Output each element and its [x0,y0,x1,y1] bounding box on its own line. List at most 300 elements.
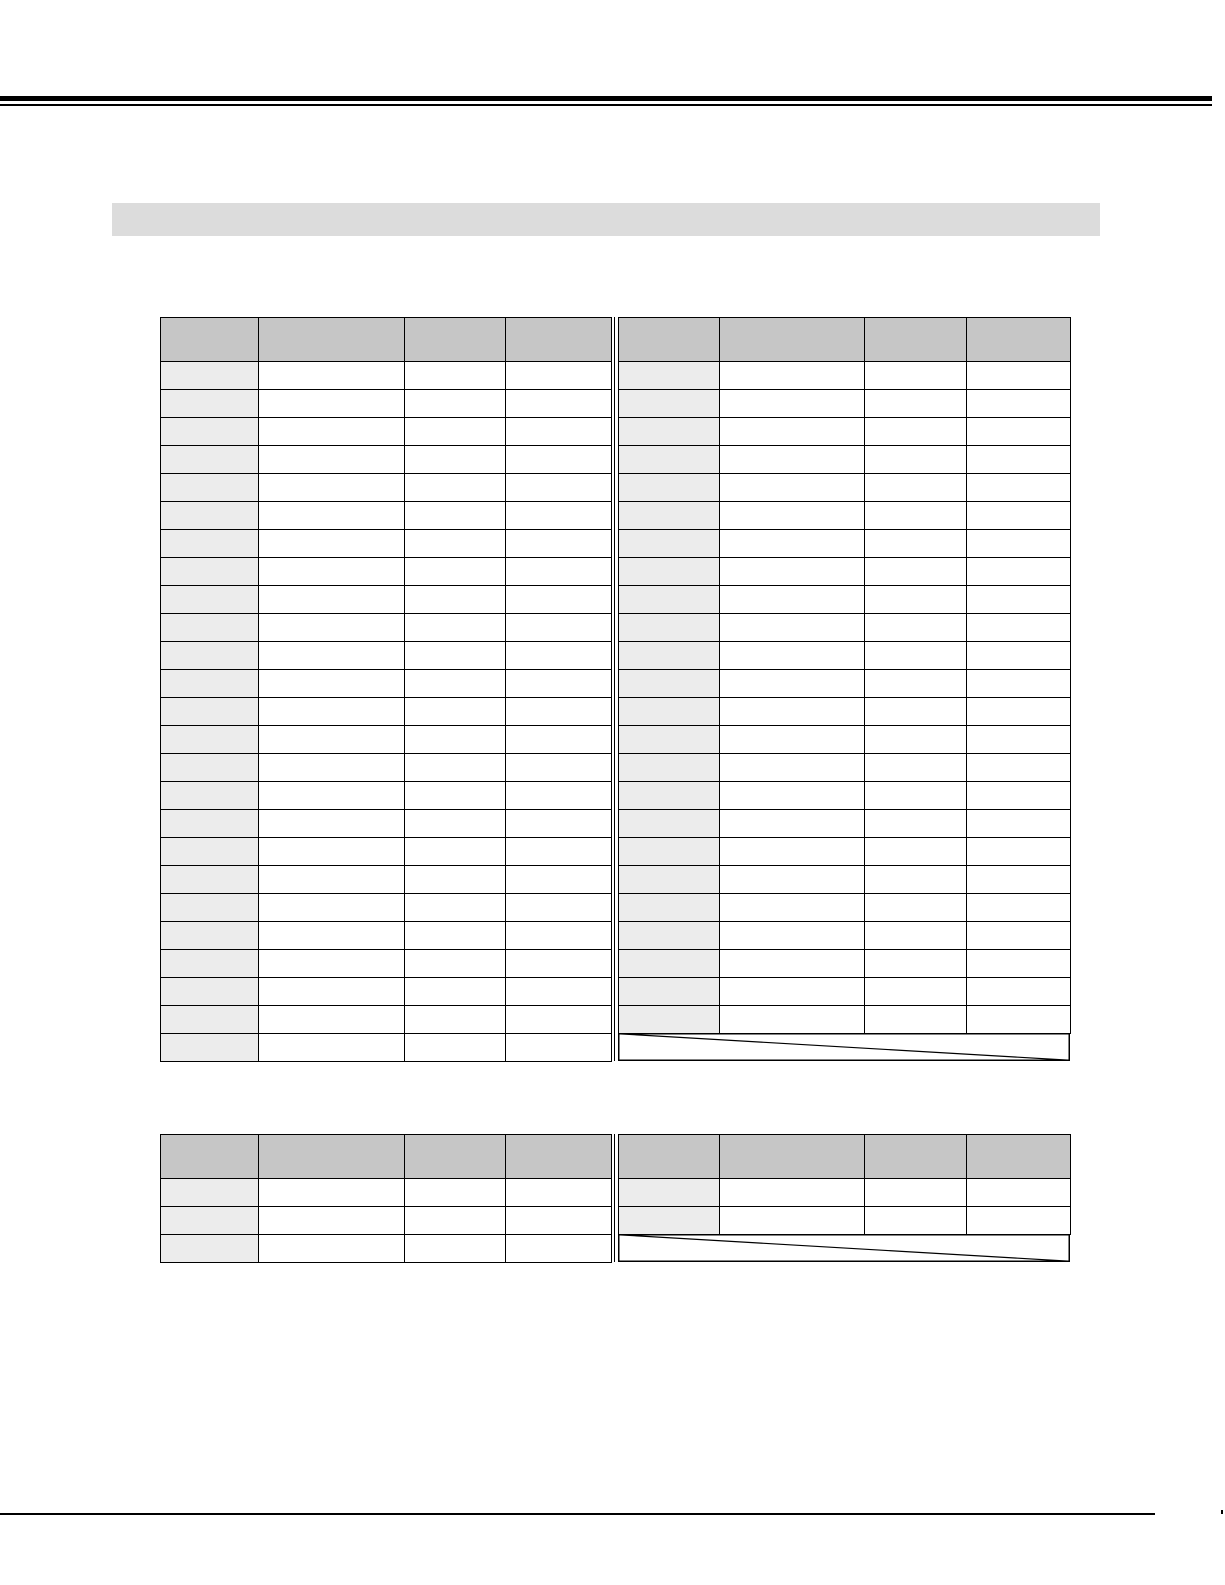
value-cell [967,782,1071,810]
value-cell [405,978,506,1006]
header-cell [619,1135,720,1179]
value-cell [405,782,506,810]
value-cell [506,782,612,810]
value-cell [720,1179,865,1207]
value-cell [720,642,865,670]
value-cell [865,754,967,782]
value-cell [865,698,967,726]
value-cell [405,614,506,642]
value-cell [405,950,506,978]
header-cell [720,318,865,362]
row-key-cell [161,950,259,978]
row-key-cell [161,1235,259,1263]
value-cell [506,1034,612,1062]
value-cell [259,1034,405,1062]
table-row [619,894,1071,922]
value-cell [865,950,967,978]
row-key-cell [161,726,259,754]
value-cell [865,474,967,502]
table-left-half [160,1134,612,1263]
table-row [161,978,612,1006]
header-cell [720,1135,865,1179]
value-cell [405,586,506,614]
row-key-cell [619,754,720,782]
value-cell [967,1179,1071,1207]
value-cell [720,810,865,838]
value-cell [506,390,612,418]
value-cell [720,726,865,754]
table-row [619,502,1071,530]
header-rule-thin [0,104,1212,106]
spec-table-secondary [160,1134,1070,1262]
value-cell [865,642,967,670]
row-key-cell [619,558,720,586]
row-key-cell [161,1034,259,1062]
value-cell [967,838,1071,866]
value-cell [865,502,967,530]
value-cell [259,1235,405,1263]
row-key-cell [161,642,259,670]
row-key-cell [619,670,720,698]
row-key-cell [619,642,720,670]
table-row [161,362,612,390]
row-key-cell [619,1006,720,1034]
diagonal-strike-svg [618,1033,1070,1061]
value-cell [865,418,967,446]
value-cell [506,558,612,586]
table-row [161,614,612,642]
value-cell [865,978,967,1006]
value-cell [967,1207,1071,1235]
value-cell [506,950,612,978]
value-cell [967,754,1071,782]
value-cell [506,474,612,502]
value-cell [967,530,1071,558]
value-cell [720,362,865,390]
row-key-cell [619,810,720,838]
section-heading-band [112,203,1100,236]
table-row [161,418,612,446]
value-cell [967,1006,1071,1034]
value-cell [259,362,405,390]
table-header-row [619,318,1071,362]
value-cell [259,754,405,782]
row-key-cell [161,810,259,838]
value-cell [405,894,506,922]
row-key-cell [161,838,259,866]
value-cell [259,922,405,950]
table-header-row [161,1135,612,1179]
row-key-cell [161,474,259,502]
value-cell [967,362,1071,390]
empty-cell-diagonal [618,1234,1070,1262]
header-rule-thick [0,96,1212,101]
value-cell [720,558,865,586]
table-row [619,1207,1071,1235]
value-cell [259,698,405,726]
table-row [619,474,1071,502]
table-row [161,474,612,502]
value-cell [259,614,405,642]
table-header-row [161,318,612,362]
value-cell [405,838,506,866]
row-key-cell [619,1179,720,1207]
table-row [619,698,1071,726]
value-cell [967,586,1071,614]
table-row [619,1179,1071,1207]
header-cell [619,318,720,362]
table-row [161,446,612,474]
row-key-cell [161,866,259,894]
row-key-cell [619,866,720,894]
value-cell [259,810,405,838]
table-row [619,950,1071,978]
value-cell [967,502,1071,530]
value-cell [405,642,506,670]
value-cell [506,530,612,558]
table-row [619,838,1071,866]
value-cell [865,670,967,698]
value-cell [720,502,865,530]
value-cell [720,950,865,978]
value-cell [259,670,405,698]
value-cell [259,1006,405,1034]
value-cell [506,642,612,670]
value-cell [865,726,967,754]
row-key-cell [161,894,259,922]
value-cell [506,502,612,530]
row-key-cell [161,978,259,1006]
value-cell [720,418,865,446]
header-cell [967,1135,1071,1179]
value-cell [967,670,1071,698]
value-cell [405,1207,506,1235]
value-cell [720,446,865,474]
row-key-cell [161,754,259,782]
row-key-cell [161,614,259,642]
table-row [619,726,1071,754]
value-cell [506,1207,612,1235]
table-row [161,558,612,586]
table-row [161,1034,612,1062]
value-cell [405,1034,506,1062]
value-cell [405,1006,506,1034]
value-cell [720,1207,865,1235]
value-cell [967,950,1071,978]
value-cell [405,726,506,754]
table-row [161,838,612,866]
row-key-cell [161,1207,259,1235]
row-key-cell [619,586,720,614]
value-cell [967,894,1071,922]
table-row [619,782,1071,810]
table-row [619,530,1071,558]
table-right-half [618,1134,1071,1235]
value-cell [405,390,506,418]
value-cell [506,446,612,474]
table-row [161,1207,612,1235]
value-cell [405,418,506,446]
row-key-cell [619,922,720,950]
value-cell [259,586,405,614]
value-cell [720,474,865,502]
value-cell [865,1179,967,1207]
value-cell [506,1179,612,1207]
value-cell [259,838,405,866]
table-row [161,754,612,782]
value-cell [720,782,865,810]
value-cell [720,670,865,698]
table-row [619,614,1071,642]
value-cell [720,866,865,894]
value-cell [259,642,405,670]
value-cell [967,558,1071,586]
value-cell [720,1006,865,1034]
value-cell [506,754,612,782]
value-cell [506,698,612,726]
value-cell [405,754,506,782]
value-cell [967,922,1071,950]
row-key-cell [619,502,720,530]
value-cell [405,698,506,726]
value-cell [405,922,506,950]
value-cell [506,838,612,866]
row-key-cell [161,390,259,418]
row-key-cell [161,922,259,950]
value-cell [405,1179,506,1207]
value-cell [865,866,967,894]
row-key-cell [161,446,259,474]
table-row [161,726,612,754]
row-key-cell [619,894,720,922]
value-cell [506,1006,612,1034]
value-cell [865,586,967,614]
row-key-cell [619,726,720,754]
row-key-cell [161,670,259,698]
value-cell [865,1207,967,1235]
value-cell [259,782,405,810]
table-row [619,586,1071,614]
value-cell [259,978,405,1006]
value-cell [720,838,865,866]
value-cell [506,586,612,614]
header-cell [161,1135,259,1179]
table-row [619,670,1071,698]
value-cell [405,1235,506,1263]
row-key-cell [619,474,720,502]
value-cell [259,390,405,418]
value-cell [720,390,865,418]
column-separator-line [614,317,615,1061]
header-cell [259,318,405,362]
value-cell [720,922,865,950]
header-cell [405,1135,506,1179]
diagonal-strike-svg [618,1234,1070,1262]
row-key-cell [161,1006,259,1034]
value-cell [720,754,865,782]
table-row [161,586,612,614]
table-row [619,754,1071,782]
value-cell [259,446,405,474]
value-cell [720,978,865,1006]
value-cell [506,726,612,754]
spec-table-main [160,317,1070,1061]
table-right-half [618,317,1071,1034]
value-cell [865,922,967,950]
table-row [619,390,1071,418]
table-row [619,810,1071,838]
row-key-cell [619,418,720,446]
value-cell [259,1207,405,1235]
value-cell [259,866,405,894]
value-cell [506,866,612,894]
value-cell [720,586,865,614]
table-row [161,922,612,950]
row-key-cell [619,978,720,1006]
header-cell [259,1135,405,1179]
table-row [619,446,1071,474]
value-cell [720,530,865,558]
footer-corner-mark [1221,1510,1223,1514]
value-cell [967,978,1071,1006]
table-row [161,810,612,838]
table-row [161,1006,612,1034]
table-row [619,1006,1071,1034]
table-row [161,782,612,810]
value-cell [865,1006,967,1034]
row-key-cell [619,1207,720,1235]
row-key-cell [619,446,720,474]
value-cell [967,810,1071,838]
value-cell [405,866,506,894]
table-row [161,390,612,418]
table-row [161,894,612,922]
table-header-row [619,1135,1071,1179]
value-cell [405,446,506,474]
table-row [161,1235,612,1263]
row-key-cell [161,782,259,810]
value-cell [405,502,506,530]
value-cell [865,362,967,390]
row-key-cell [619,782,720,810]
value-cell [720,614,865,642]
table-row [619,418,1071,446]
row-key-cell [161,418,259,446]
value-cell [506,810,612,838]
row-key-cell [161,558,259,586]
value-cell [405,530,506,558]
row-key-cell [161,362,259,390]
header-cell [865,318,967,362]
header-cell [161,318,259,362]
value-cell [259,950,405,978]
table-left-half [160,317,612,1062]
value-cell [865,782,967,810]
column-separator-line [614,1134,615,1262]
value-cell [506,1235,612,1263]
value-cell [259,502,405,530]
value-cell [259,558,405,586]
table-row [619,642,1071,670]
value-cell [967,642,1071,670]
table-row [161,866,612,894]
row-key-cell [619,950,720,978]
value-cell [865,390,967,418]
value-cell [259,894,405,922]
value-cell [967,390,1071,418]
footer-rule [0,1513,1155,1515]
table-row [619,866,1071,894]
value-cell [405,474,506,502]
value-cell [967,866,1071,894]
value-cell [967,418,1071,446]
table-row [619,558,1071,586]
value-cell [720,894,865,922]
row-key-cell [161,698,259,726]
header-cell [506,1135,612,1179]
row-key-cell [619,530,720,558]
empty-cell-diagonal [618,1033,1070,1061]
value-cell [259,530,405,558]
value-cell [865,894,967,922]
value-cell [506,362,612,390]
table-row [619,978,1071,1006]
row-key-cell [619,390,720,418]
value-cell [967,698,1071,726]
value-cell [259,726,405,754]
table-row [161,502,612,530]
value-cell [865,446,967,474]
value-cell [865,558,967,586]
table-row [161,1179,612,1207]
table-row [619,362,1071,390]
value-cell [259,1179,405,1207]
header-cell [405,318,506,362]
value-cell [967,726,1071,754]
value-cell [259,418,405,446]
value-cell [865,838,967,866]
value-cell [967,446,1071,474]
value-cell [506,922,612,950]
value-cell [506,670,612,698]
value-cell [506,614,612,642]
value-cell [506,418,612,446]
value-cell [405,362,506,390]
header-cell [506,318,612,362]
value-cell [865,614,967,642]
row-key-cell [619,614,720,642]
value-cell [967,614,1071,642]
row-key-cell [161,502,259,530]
row-key-cell [161,586,259,614]
table-row [161,950,612,978]
value-cell [865,530,967,558]
header-cell [967,318,1071,362]
value-cell [967,474,1071,502]
header-cell [865,1135,967,1179]
table-row [161,670,612,698]
value-cell [865,810,967,838]
row-key-cell [619,362,720,390]
table-row [161,642,612,670]
row-key-cell [619,838,720,866]
row-key-cell [161,530,259,558]
table-row [161,530,612,558]
table-row [619,922,1071,950]
value-cell [720,698,865,726]
row-key-cell [161,1179,259,1207]
value-cell [506,894,612,922]
